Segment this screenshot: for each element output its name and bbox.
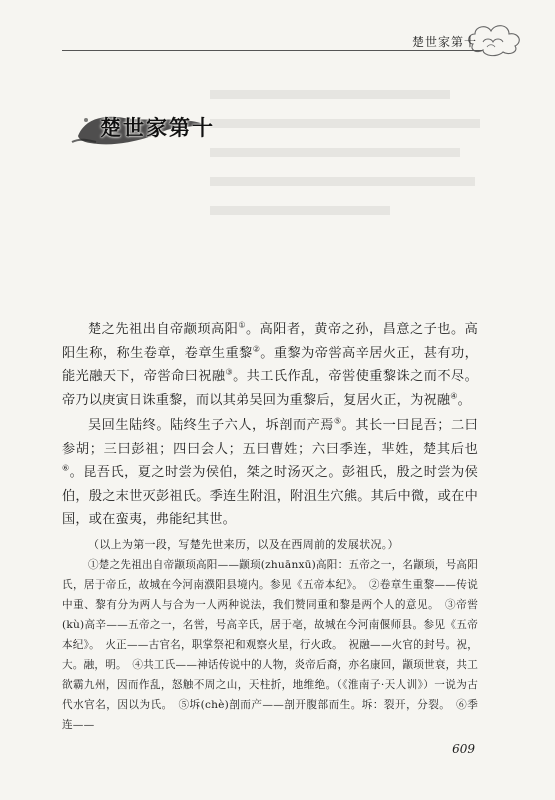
paragraph-2: 吴回生陆终。陆终生子六人，坼剖而产焉⑤。其长一曰昆吾；二曰参胡；三曰彭祖；四曰会人；五曰曹姓；六曰季连，芈姓，楚其后也⑥。昆吾氏，夏之时尝为侯伯，桀之时汤灭之。彭祖氏，殷之时尝为侯伯，殷之末世灭彭祖氏。季连生附沮，附沮生穴熊。其后中微，或在中国，或在蛮夷，弗能纪其世。 (62, 416, 478, 527)
footnote-marker: ④ (450, 391, 458, 401)
footnote-marker: ② (252, 344, 261, 354)
footnote-marker: ③ (225, 367, 234, 377)
running-head: 楚世家第十 (411, 35, 477, 49)
chapter-heading (70, 100, 370, 160)
header-rule (62, 50, 482, 51)
chapter-title: 楚世家第十 (100, 116, 215, 140)
footnote-marker: ⑤ (333, 416, 342, 426)
footnote-marker: ① (238, 320, 246, 330)
page-number: 609 (452, 742, 475, 756)
footnote-marker: ⑥ (62, 463, 70, 473)
main-text (62, 318, 478, 735)
footnotes: ①楚之先祖出自帝颛顼高阳——颛顼(zhuānxū)高阳：五帝之一，名颛顼，号高阳氏，居于帝丘，故城在今河南濮阳县境内。参见《五帝本纪》。 ②卷章生重黎——传说中重、黎有分为两人与合为一人两种说法，我们赞同重和黎是两个人的意见。 ③帝喾(kù)高辛——五帝之一，名喾，号高辛氏，居于亳，故城在今河南偃师县。参见《五帝本纪》。 火正——古官名，职掌祭祀和观察火星，行火政。 祝融——火官的封号。祝，大。融，明。 ④共工氏——神话传说中的人物，炎帝后裔，亦名康回，颛顼世衰，共工欲霸九州，因而作乱，怒触不周之山，天柱折，地维绝。（《淮南子·天人训》）一说为古代水官名，因以为氏。 ⑤坼(chè)剖而产——剖开腹部而生。坼：裂开，分裂。 ⑥季连—— (62, 558, 478, 731)
section-summary: （以上为第一段，写楚先世来历，以及在西周前的发展状况。） (88, 537, 399, 551)
paragraph-1: 楚之先祖出自帝颛顼高阳①。高阳者，黄帝之孙，昌意之子也。高阳生称，称生卷章，卷章生重黎②。重黎为帝喾高辛居火正，甚有功，能光融天下，帝喾命曰祝融③。共工氏作乱，帝喾使重黎诛之而不尽。帝乃以庚寅日诛重黎，而以其弟吴回为重黎后，复居火正，为祝融④。 (62, 320, 478, 408)
